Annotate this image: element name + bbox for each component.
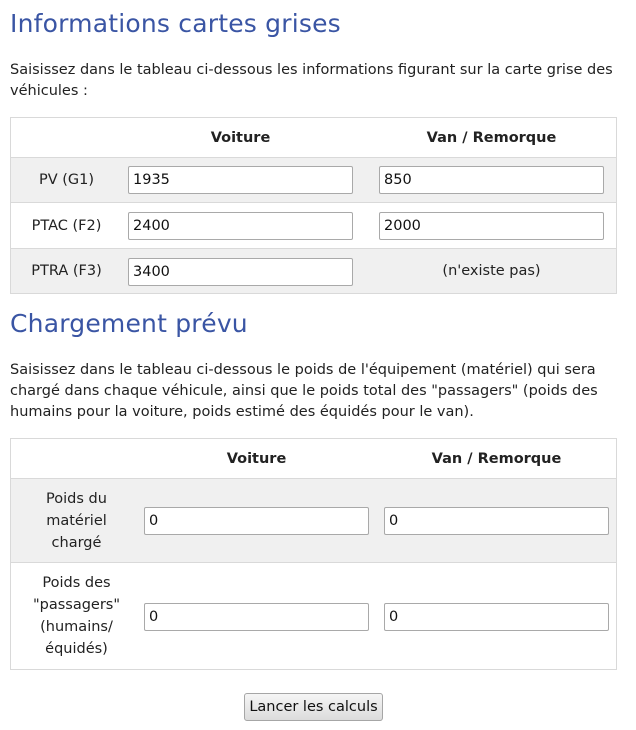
- table-row-passagers: [11, 562, 616, 669]
- section-title-chargement: Chargement prévu: [10, 309, 248, 338]
- row-label-pv: PV (G1): [38, 172, 95, 188]
- pv-voiture-input[interactable]: [128, 166, 353, 194]
- row-label-line: chargé: [51, 534, 102, 551]
- row-label-line: Poids du: [46, 490, 107, 507]
- table-row-ptac: [11, 202, 616, 248]
- ptac-van-input[interactable]: [379, 212, 604, 240]
- ptra-van-not-applicable: (n'existe pas): [442, 263, 541, 279]
- row-label-ptra: PTRA (F3): [31, 263, 102, 279]
- row-label-ptac: PTAC (F2): [31, 217, 102, 234]
- column-header-voiture: Voiture: [226, 450, 287, 467]
- chargement-table: [10, 438, 617, 670]
- row-label-line: équidés): [45, 641, 108, 657]
- table-row-pv: [11, 157, 616, 202]
- section-intro-cartes-grises: Saisissez dans le tableau ci-dessous les informations figurant sur la carte grise des véhicules :: [10, 62, 613, 99]
- lancer-calculs-button[interactable]: Lancer les calculs: [244, 693, 383, 721]
- table-row-materiel: [11, 478, 616, 562]
- row-label-line: "passagers": [32, 597, 121, 613]
- ptra-voiture-input[interactable]: [128, 258, 353, 286]
- section-title-cartes-grises: Informations cartes grises: [10, 9, 341, 38]
- row-label-passagers: [11, 563, 142, 669]
- row-label-materiel: [11, 479, 142, 562]
- ptac-voiture-input[interactable]: [128, 212, 353, 240]
- passagers-van-input[interactable]: [384, 603, 609, 631]
- section-intro-chargement: Saisissez dans le tableau ci-dessous le poids de l'équipement (matériel) qui sera chargé dans chaque véhicule, ainsi que le poids total des "passagers" (poids des humains pour la voiture, poids estimé des équidés pour le van).: [10, 362, 598, 420]
- materiel-van-input[interactable]: [384, 507, 609, 535]
- row-label-line: (humains/: [40, 619, 113, 635]
- pv-van-input[interactable]: [379, 166, 604, 194]
- table-header-row: [11, 118, 616, 157]
- table-row-ptra: [11, 248, 616, 293]
- column-header-van: Van / Remorque: [426, 129, 557, 146]
- column-header-voiture: Voiture: [210, 129, 271, 146]
- cartes-grises-table: [10, 117, 617, 294]
- column-header-van: Van / Remorque: [431, 450, 562, 467]
- table-header-row: [11, 439, 616, 478]
- row-label-line: matériel: [46, 512, 107, 529]
- passagers-voiture-input[interactable]: [144, 603, 369, 631]
- materiel-voiture-input[interactable]: [144, 507, 369, 535]
- row-label-line: Poids des: [42, 575, 111, 591]
